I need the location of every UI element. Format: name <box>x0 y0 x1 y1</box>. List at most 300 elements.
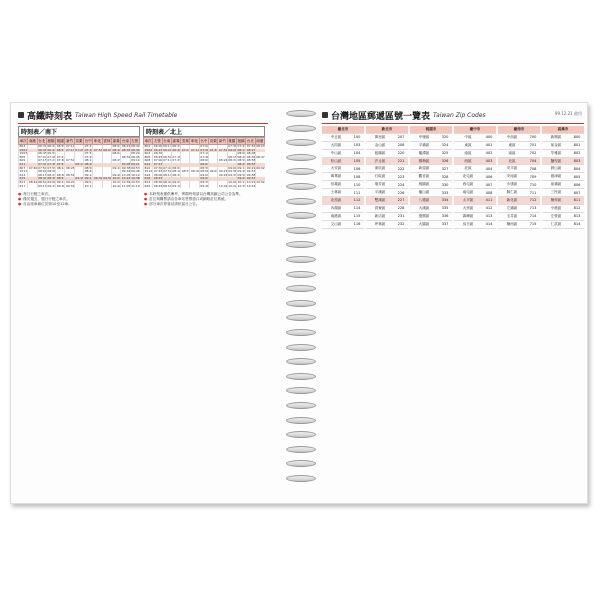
footnotes-left <box>18 192 140 207</box>
train-number: 802 <box>144 145 153 149</box>
time-cell <box>74 185 83 189</box>
zip-row <box>366 197 408 205</box>
district-name: 桃園區 <box>418 182 430 187</box>
train-number: 1503 <box>19 152 28 156</box>
column-header: 車次 <box>19 138 27 143</box>
zip-code: 802 <box>573 151 581 156</box>
time-cell: 07:00 <box>38 155 47 159</box>
district-name: 萬里區 <box>374 134 386 139</box>
zip-code: 105 <box>353 159 361 163</box>
train-number: 618 <box>144 177 153 181</box>
time-cell: 06:41 <box>47 144 56 148</box>
time-cell: 06:36 <box>38 148 47 152</box>
district-name: 左鎮區 <box>506 205 518 210</box>
time-cell: 08:19 <box>237 148 246 152</box>
zip-row <box>366 173 408 181</box>
train-number: 811 <box>19 181 28 185</box>
region-name: 新北市 <box>381 126 393 131</box>
time-cell: 07:51 <box>56 162 65 166</box>
time-cell: 09:13 <box>56 180 65 184</box>
timetable-title-en: Taiwan High Speed Rail Timetable <box>75 111 178 119</box>
zip-row <box>454 221 496 229</box>
note-line <box>144 202 266 207</box>
time-cell: 08:45 <box>237 162 246 166</box>
time-cell: 06:59 <box>163 155 172 159</box>
binding-ring <box>286 227 316 234</box>
zip-column <box>498 126 540 229</box>
note-bullet-icon: ● <box>144 197 148 202</box>
zip-code: 114 <box>353 206 361 211</box>
time-cell: 09:00 <box>228 166 237 170</box>
timetable-title <box>18 108 268 122</box>
northbound-block <box>143 126 265 188</box>
column-header: 台北 <box>246 138 254 143</box>
time-cell: 07:44 <box>237 144 246 148</box>
time-cell: 08:45 <box>131 155 140 159</box>
zipcode-title-zh: 台灣地區郵遞區號一覽表 <box>331 111 431 122</box>
column-header: 南港 <box>256 138 264 143</box>
zip-code: 103 <box>353 143 361 148</box>
binding-ring <box>286 168 316 175</box>
zip-row <box>322 213 364 221</box>
train-number: 814 <box>144 181 153 185</box>
zip-code: 811 <box>573 198 581 203</box>
zip-code: 116 <box>353 222 361 227</box>
binding-ring <box>286 358 316 365</box>
zip-code: 704 <box>529 159 537 163</box>
note-line <box>18 202 140 207</box>
region-name: 臺南市 <box>513 126 525 131</box>
time-cell: 07:08 <box>47 155 56 159</box>
district-name: 北區 <box>508 158 516 163</box>
train-number: 805 <box>19 156 28 160</box>
time-cell: 08:03 <box>172 166 181 170</box>
district-name: 龍潭區 <box>418 150 430 155</box>
district-name: 中壢區 <box>418 134 430 139</box>
zip-row <box>410 142 452 150</box>
binding-ring <box>286 300 316 307</box>
train-number: 609 <box>19 159 28 163</box>
zip-code: 801 <box>573 143 581 148</box>
zip-code: 711 <box>529 190 537 195</box>
time-cell: 07:59 <box>163 170 172 174</box>
time-cell: 07:45 <box>153 170 163 174</box>
binding-ring <box>286 256 316 263</box>
time-cell <box>190 185 199 189</box>
district-name: 雙溪區 <box>374 197 386 202</box>
zip-code: 224 <box>397 182 405 187</box>
time-cell: 08:44 <box>190 170 200 174</box>
zip-code: 812 <box>573 206 581 211</box>
zip-code: 807 <box>573 190 581 195</box>
time-cell <box>209 185 218 189</box>
time-cell: 08:14 <box>75 162 84 166</box>
train-number: 616 <box>144 174 153 178</box>
time-cell: 06:00 <box>153 144 163 148</box>
time-cell: 06:29 <box>163 148 172 152</box>
time-cell: 08:24 <box>218 159 228 163</box>
northbound-table <box>143 137 265 188</box>
zip-row <box>410 205 452 213</box>
region-name: 桃園市 <box>425 126 437 131</box>
district-name: 南屯區 <box>462 190 474 195</box>
time-cell: 10:19 <box>131 173 140 177</box>
time-cell: 07:44 <box>163 166 172 170</box>
time-cell: 07:34 <box>84 152 93 156</box>
time-cell: 09:52 <box>103 177 112 181</box>
binding-ring <box>286 475 316 482</box>
time-cell: 09:03 <box>172 180 181 184</box>
zip-code: 327 <box>441 166 449 171</box>
zip-column <box>322 126 364 229</box>
time-cell: 08:44 <box>163 180 172 184</box>
time-cell: 08:40 <box>131 144 140 148</box>
district-name: 永康區 <box>506 182 518 187</box>
time-cell: 07:13 <box>65 148 75 152</box>
zip-row <box>322 181 364 189</box>
district-name: 仁武區 <box>550 221 562 226</box>
zip-row <box>322 158 364 166</box>
train-number: 617 <box>19 185 28 189</box>
train-number: 608 <box>144 159 153 163</box>
district-name: 左營區 <box>550 213 562 218</box>
zip-code: 333 <box>441 190 449 195</box>
column-header: 車次 <box>144 138 152 143</box>
zip-row <box>366 189 408 197</box>
note-text: 自由座車廂位於第10至12車。 <box>23 202 72 207</box>
time-cell: 08:12 <box>56 166 65 170</box>
train-number: 1514 <box>144 170 153 174</box>
time-cell: 09:49 <box>237 170 246 174</box>
time-cell: 09:14 <box>84 173 93 177</box>
district-name: 鼓山區 <box>550 166 562 171</box>
zip-row <box>410 165 452 173</box>
time-cell: 09:46 <box>112 173 121 177</box>
time-cell: 09:36 <box>228 170 237 174</box>
district-name: 小港區 <box>550 205 562 210</box>
time-cell: 08:29 <box>131 152 140 156</box>
time-cell: 07:14 <box>163 159 172 163</box>
time-cell: 11:19 <box>131 184 140 188</box>
time-cell: 06:48 <box>172 148 181 152</box>
zip-region-header <box>454 126 496 134</box>
district-name: 觀音區 <box>418 174 430 179</box>
district-name: 太平區 <box>462 197 474 202</box>
column-header: 桃園 <box>228 138 236 143</box>
time-cell: 09:21 <box>246 166 256 170</box>
time-cell: 10:09 <box>218 184 228 188</box>
district-name: 楠梓區 <box>550 197 562 202</box>
binding-ring <box>286 125 316 132</box>
time-cell: 07:15 <box>38 159 47 163</box>
district-name: 瑞芳區 <box>374 182 386 187</box>
time-cell: 07:59 <box>47 166 56 170</box>
district-name: 東區 <box>464 142 472 147</box>
train-number: 1501 <box>19 148 28 152</box>
zip-row <box>410 189 452 197</box>
binding-ring <box>286 110 316 117</box>
time-cell: 09:21 <box>131 162 140 166</box>
zip-column <box>366 126 408 229</box>
table-row <box>19 185 140 189</box>
note-bullet-icon: ● <box>144 192 148 197</box>
zip-row <box>542 173 584 181</box>
zip-row <box>542 221 584 229</box>
zip-row <box>542 142 584 150</box>
zip-row <box>366 150 408 158</box>
zip-row <box>542 197 584 205</box>
title-mark-icon <box>18 112 24 118</box>
time-cell: 09:04 <box>200 177 209 181</box>
time-cell: 07:31 <box>228 144 237 148</box>
zip-code: 715 <box>529 222 537 227</box>
column-header: 苗栗 <box>75 138 83 143</box>
binding-ring <box>286 285 316 292</box>
district-name: 安平區 <box>506 166 518 171</box>
district-name: 內湖區 <box>330 205 342 210</box>
zip-row <box>410 150 452 158</box>
zip-code: 228 <box>397 206 405 211</box>
time-cell: 08:52 <box>38 180 47 184</box>
time-cell: 08:08 <box>47 170 56 174</box>
time-cell: 10:05 <box>112 177 121 181</box>
time-cell: 08:04 <box>200 162 209 166</box>
binding-ring <box>286 183 316 190</box>
time-cell: 09:53 <box>246 177 256 181</box>
time-cell: 06:33 <box>172 144 181 148</box>
district-name: 文山區 <box>330 221 342 226</box>
zip-row <box>322 142 364 150</box>
zip-code: 223 <box>397 174 405 179</box>
zip-row <box>542 165 584 173</box>
zip-row <box>498 142 540 150</box>
footnotes-right <box>144 192 266 207</box>
time-cell: 07:02 <box>200 144 209 148</box>
time-cell: 09:00 <box>47 180 56 184</box>
zip-row <box>542 205 584 213</box>
time-cell: 08:45 <box>112 159 121 163</box>
zip-row <box>366 158 408 166</box>
column-header: 雲林 <box>181 138 189 143</box>
time-cell: 08:38 <box>47 177 56 181</box>
column-header: 嘉義 <box>172 138 180 143</box>
binding-ring <box>286 271 316 278</box>
zip-code: 337 <box>441 222 449 227</box>
zip-code: 106 <box>353 166 361 171</box>
district-name: 士林區 <box>330 190 342 195</box>
train-number: 611 <box>19 163 28 167</box>
time-cell: 10:32 <box>256 180 265 184</box>
time-cell: 06:15 <box>153 148 163 152</box>
district-name: 西屯區 <box>462 182 474 187</box>
zip-row <box>542 150 584 158</box>
zip-row <box>410 221 452 229</box>
district-name: 信義區 <box>330 182 342 187</box>
time-cell: 08:37 <box>228 159 237 163</box>
zip-row <box>498 205 540 213</box>
time-cell: 10:22 <box>228 184 237 188</box>
time-cell: 07:15 <box>153 162 163 166</box>
note-text: 訂位與購票請洽各車站售票窗口或網路訂位系統。 <box>149 197 229 202</box>
time-cell: 09:15 <box>75 177 84 181</box>
binding-ring <box>286 139 316 146</box>
zip-date: 99.12.21 啟用 <box>554 111 582 116</box>
right-page <box>322 108 584 498</box>
zip-row <box>498 213 540 221</box>
time-cell: 10:46 <box>112 184 121 188</box>
train-number: 612 <box>144 163 153 167</box>
zip-row <box>322 173 364 181</box>
binding-ring <box>286 198 316 205</box>
zip-code: 222 <box>397 166 405 171</box>
zip-column <box>542 126 584 229</box>
time-cell: 07:50 <box>93 148 103 152</box>
binding-ring <box>286 344 316 351</box>
district-name: 霧峰區 <box>462 213 474 218</box>
zip-row <box>498 150 540 158</box>
district-name: 中區 <box>464 134 472 139</box>
southbound-block <box>18 126 140 188</box>
title-mark-icon <box>322 112 328 118</box>
time-cell: 07:01 <box>181 148 190 152</box>
district-name: 大同區 <box>330 142 342 147</box>
zip-row <box>366 213 408 221</box>
district-name: 中西區 <box>506 134 518 139</box>
time-cell: 07:51 <box>38 166 47 170</box>
time-cell: 08:30 <box>38 177 47 181</box>
column-header: 南港 <box>28 138 36 143</box>
district-name: 金山區 <box>374 142 386 147</box>
zip-column <box>454 126 496 229</box>
zip-row <box>366 142 408 150</box>
zip-code: 110 <box>353 182 361 187</box>
time-cell: 08:23 <box>47 173 56 177</box>
time-cell: 09:46 <box>200 184 209 188</box>
column-header: 彰化 <box>191 138 199 143</box>
time-cell: 08:01 <box>200 159 209 163</box>
zip-row <box>454 173 496 181</box>
zip-code: 710 <box>529 182 537 187</box>
zip-row <box>498 134 540 142</box>
time-cell: 08:00 <box>237 152 246 156</box>
southbound-table <box>18 137 140 188</box>
timetable-title-zh: 高鐵時刻表 <box>27 111 73 122</box>
zip-code: 413 <box>485 214 493 219</box>
time-cell: 09:23 <box>47 184 56 188</box>
time-cell: 08:45 <box>153 184 163 188</box>
zip-row <box>498 189 540 197</box>
district-name: 玉井區 <box>506 213 518 218</box>
time-cell: 07:30 <box>153 166 163 170</box>
zip-code: 713 <box>529 206 537 211</box>
district-name: 西區 <box>464 158 472 163</box>
time-cell: 10:39 <box>121 180 131 184</box>
zip-code: 806 <box>573 182 581 187</box>
time-cell: 09:53 <box>131 166 140 170</box>
train-number: 807 <box>19 167 28 171</box>
time-cell: 08:36 <box>246 155 256 159</box>
time-cell: 07:36 <box>56 159 65 163</box>
zip-row <box>542 181 584 189</box>
district-name: 北投區 <box>330 197 342 202</box>
time-cell: 09:38 <box>121 166 131 170</box>
district-name: 南區 <box>508 150 516 155</box>
time-cell: 08:03 <box>256 144 265 148</box>
zip-row <box>322 189 364 197</box>
time-cell: 06:30 <box>38 144 47 148</box>
time-cell: 07:26 <box>200 148 209 152</box>
zip-row <box>454 142 496 150</box>
zip-code: 221 <box>397 159 405 163</box>
train-number: 806 <box>144 156 153 160</box>
time-cell: 08:59 <box>163 184 172 188</box>
time-cell: 07:52 <box>246 144 256 148</box>
time-cell: 07:50 <box>65 159 75 163</box>
time-cell: 06:45 <box>153 155 163 159</box>
time-cell: 09:29 <box>65 180 75 184</box>
district-name: 烏日區 <box>462 221 474 226</box>
zip-region-header <box>410 126 452 134</box>
district-name: 歸仁區 <box>506 190 518 195</box>
zip-row <box>366 134 408 142</box>
zip-code: 231 <box>397 214 405 219</box>
northbound-label: 時刻表／北上 <box>143 126 265 137</box>
district-name: 中正區 <box>330 134 342 139</box>
zip-code: 412 <box>485 206 493 211</box>
district-name: 南區 <box>464 150 472 155</box>
time-cell: 09:57 <box>246 170 256 174</box>
zip-code: 702 <box>529 151 537 156</box>
time-cell: 09:27 <box>84 177 93 181</box>
district-name: 深坑區 <box>374 166 386 171</box>
time-cell: 07:46 <box>200 155 209 159</box>
southbound-label: 時刻表／南下 <box>18 126 140 137</box>
time-cell: 08:14 <box>163 173 172 177</box>
district-name: 汐止區 <box>374 158 386 163</box>
time-cell: 09:48 <box>131 170 140 174</box>
zip-row <box>542 213 584 221</box>
time-cell: 08:35 <box>121 148 131 152</box>
train-number: 615 <box>19 177 28 181</box>
zip-code: 403 <box>485 159 493 163</box>
time-cell: 06:45 <box>38 152 47 156</box>
column-header: 新竹 <box>66 138 74 143</box>
zip-code: 335 <box>441 206 449 211</box>
zip-code: 336 <box>441 214 449 219</box>
time-cell: 08:02 <box>112 144 121 148</box>
zip-code: 104 <box>353 151 361 156</box>
district-name: 新店區 <box>374 213 386 218</box>
title-underline <box>18 123 268 124</box>
time-cell <box>255 185 264 189</box>
time-cell: 11:05 <box>121 184 131 188</box>
table-row <box>144 185 265 189</box>
district-name: 中山區 <box>330 150 342 155</box>
zip-row <box>322 165 364 173</box>
zip-code: 407 <box>485 182 493 187</box>
time-cell: 09:50 <box>237 173 246 177</box>
note-bullet-icon: ● <box>18 197 22 202</box>
time-cell: 08:04 <box>112 152 121 156</box>
district-name: 楊梅區 <box>418 158 430 163</box>
zip-code: 112 <box>353 198 361 203</box>
train-number: 1511 <box>19 170 28 174</box>
time-cell: 08:51 <box>65 173 75 177</box>
zip-code: 334 <box>441 198 449 203</box>
binding-ring <box>286 154 316 161</box>
time-cell: 07:33 <box>172 159 181 163</box>
zip-row <box>498 173 540 181</box>
